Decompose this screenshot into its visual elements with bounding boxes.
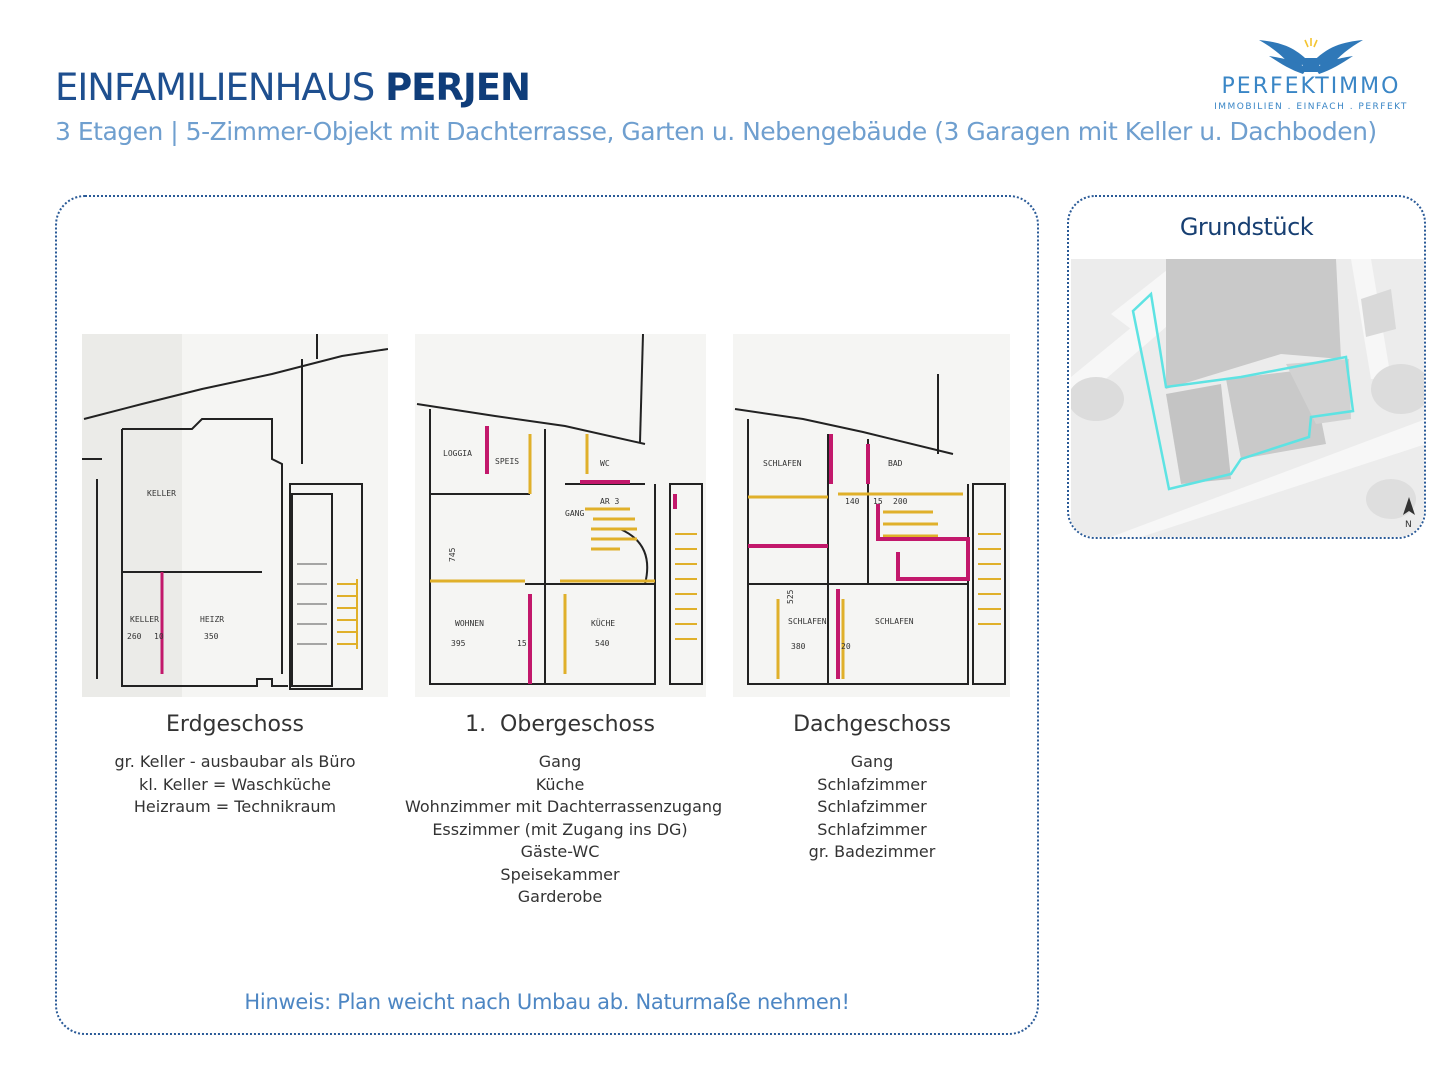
plan-label: HEIZR: [200, 615, 225, 624]
floor-erdgeschoss: [85, 712, 385, 819]
room-item: Wohnzimmer mit Dachterrassenzugang: [405, 797, 723, 816]
site-map: [1071, 259, 1426, 537]
plan-label: 140: [845, 497, 860, 506]
plan-label: WOHNEN: [455, 619, 484, 628]
plan-label: 540: [595, 639, 610, 648]
plan-label: 15: [517, 639, 527, 648]
plan-label: 10: [154, 632, 164, 641]
room-item: Schlafzimmer: [817, 819, 927, 839]
plan-label: 350: [204, 632, 219, 641]
logo-tagline: IMMOBILIEN . EINFACH . PERFEKT: [1214, 102, 1408, 112]
room-item: Esszimmer (mit Zugang ins DG): [432, 819, 688, 839]
plan-label: KÜCHE: [591, 619, 616, 628]
room-item: gr. Keller - ausbaubar als Büro: [114, 752, 356, 771]
plan-label: BAD: [888, 459, 903, 468]
plan-label: KELLER: [147, 489, 176, 498]
plan-obergeschoss: [415, 334, 706, 697]
plan-label: 260: [127, 632, 142, 641]
plan-erdgeschoss: [82, 334, 388, 697]
floor-title: 1. Obergeschoss: [465, 712, 655, 737]
room-item: Schlafzimmer: [817, 774, 927, 794]
plan-dachgeschoss: [733, 334, 1010, 697]
plan-label: SCHLAFEN: [875, 617, 914, 626]
room-item: Heizraum = Technikraum: [133, 797, 337, 816]
plan-label: 380: [791, 642, 806, 651]
north-label: N: [1405, 520, 1412, 530]
site-panel: [1067, 195, 1426, 539]
plan-label: GANG: [565, 509, 585, 518]
page-subtitle: 3 Etagen | 5-Zimmer-Objekt mit Dachterrasse, Garten u. Nebengebäude (3 Garagen mit Keller u. Dachboden): [55, 117, 1377, 146]
floor-dachgeschoss: [740, 712, 1004, 864]
room-item: kl. Keller = Waschküche: [139, 774, 331, 794]
plan-label: AR 3: [600, 497, 620, 506]
plan-label: 20: [841, 642, 851, 651]
plan-label: WC: [600, 459, 610, 468]
plan-label: SCHLAFEN: [788, 617, 827, 626]
floor-obergeschoss: [405, 712, 723, 909]
room-item: Gang: [850, 752, 894, 771]
plan-label: 200: [893, 497, 908, 506]
plan-label: SPEIS: [495, 457, 520, 466]
plan-label: 15: [873, 497, 883, 506]
title-prefix: EINFAMILIENHAUS: [55, 66, 375, 109]
room-item: Gang: [538, 752, 582, 771]
plan-label: 395: [451, 639, 466, 648]
plan-label: KELLER: [130, 615, 159, 624]
floor-title: Dachgeschoss: [793, 712, 951, 737]
wings-logo-icon: [1195, 36, 1427, 76]
logo-wordmark: PERFEKTIMMO: [1221, 74, 1401, 99]
plan-label: LOGGIA: [443, 449, 472, 458]
page-title: [55, 66, 530, 109]
floor-title: Erdgeschoss: [166, 712, 304, 737]
room-item: Speisekammer: [500, 864, 620, 884]
hint-note: Hinweis: Plan weicht nach Umbau ab. Naturmaße nehmen!: [244, 990, 850, 1014]
room-item: Gäste-WC: [520, 842, 600, 861]
plan-label: 745: [448, 547, 457, 562]
plan-label: SCHLAFEN: [763, 459, 802, 468]
room-item: Garderobe: [517, 887, 603, 906]
plan-label: 525: [786, 589, 795, 604]
brand-logo: [1195, 36, 1427, 120]
site-title: Grundstück: [1179, 213, 1314, 241]
room-item: gr. Badezimmer: [808, 842, 936, 861]
room-item: Küche: [535, 774, 585, 794]
room-item: Schlafzimmer: [817, 797, 927, 816]
title-bold: PERJEN: [385, 66, 530, 109]
